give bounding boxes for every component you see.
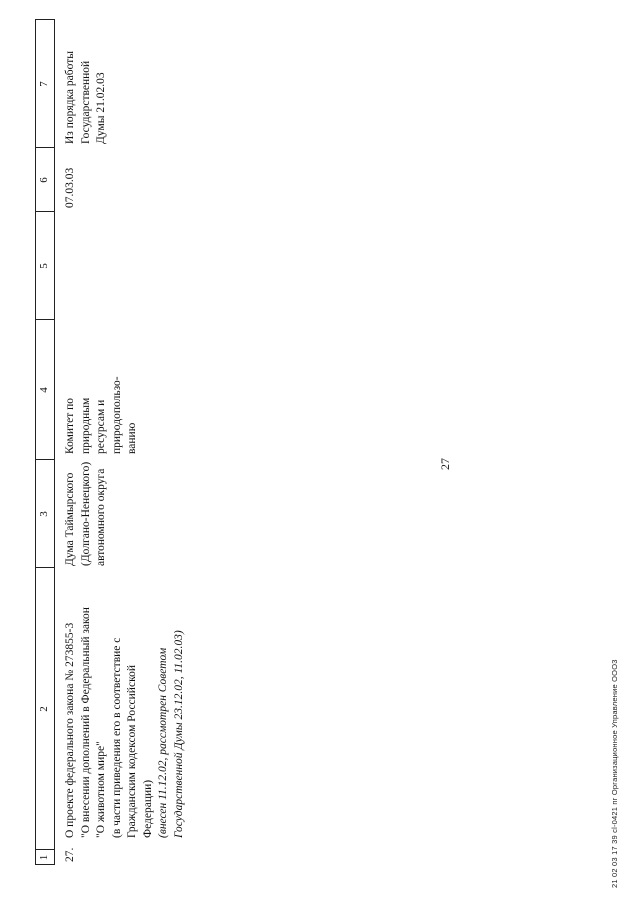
committee-cell	[63, 324, 141, 454]
header-col-6: 6	[38, 177, 50, 183]
bill-title-line: Гражданским кодексом Российской	[126, 665, 138, 838]
committee-line: Комитет по	[64, 398, 76, 454]
bill-note-line: Государственной Думы 23.12.02, 11.02.03)	[172, 630, 185, 838]
source-line: Из порядка работы	[64, 51, 76, 144]
initiator-line: (Долгано-Ненецкого)	[79, 461, 92, 566]
date-cell: 07.03.03	[64, 167, 76, 208]
bill-title-line: "О внесении дополнений в Федеральный закон	[79, 607, 92, 838]
initiator-line: Дума Таймырского	[64, 472, 76, 566]
bill-title-line: "О животном мире"	[95, 741, 107, 838]
bill-note-line: (внесен 11.12.02, рассмотрен Советом	[157, 647, 169, 838]
row-number: 27.	[64, 847, 76, 862]
initiator-cell	[63, 460, 110, 566]
page-number: 27	[438, 458, 452, 470]
initiator-line: автономного округа	[95, 468, 107, 566]
source-line: Думы 21.02.03	[95, 72, 107, 144]
header-col-2: 2	[38, 706, 50, 712]
header-col-7: 7	[38, 81, 50, 87]
header-col-3: 3	[38, 511, 50, 517]
bill-title-cell	[63, 568, 187, 838]
committee-line: природопользо-	[110, 376, 123, 454]
committee-line: ресурсам и	[95, 399, 107, 454]
committee-line: природным	[79, 397, 92, 454]
committee-line: ванию	[126, 422, 138, 454]
bill-title-line: О проекте федерального закона № 273855-3	[64, 622, 76, 838]
source-cell	[63, 22, 110, 144]
source-line: Государственной	[79, 60, 92, 144]
fax-footer: 21 02 03 17 39 cl-0421 пг Организационное Управление ООО3	[610, 659, 619, 888]
bill-title-line: (в части приведения его в соответствие с	[110, 637, 123, 838]
header-col-4: 4	[38, 387, 50, 393]
bill-title-line: Федерации)	[141, 779, 154, 838]
header-col-5: 5	[38, 263, 50, 269]
header-col-1: 1	[38, 854, 50, 861]
